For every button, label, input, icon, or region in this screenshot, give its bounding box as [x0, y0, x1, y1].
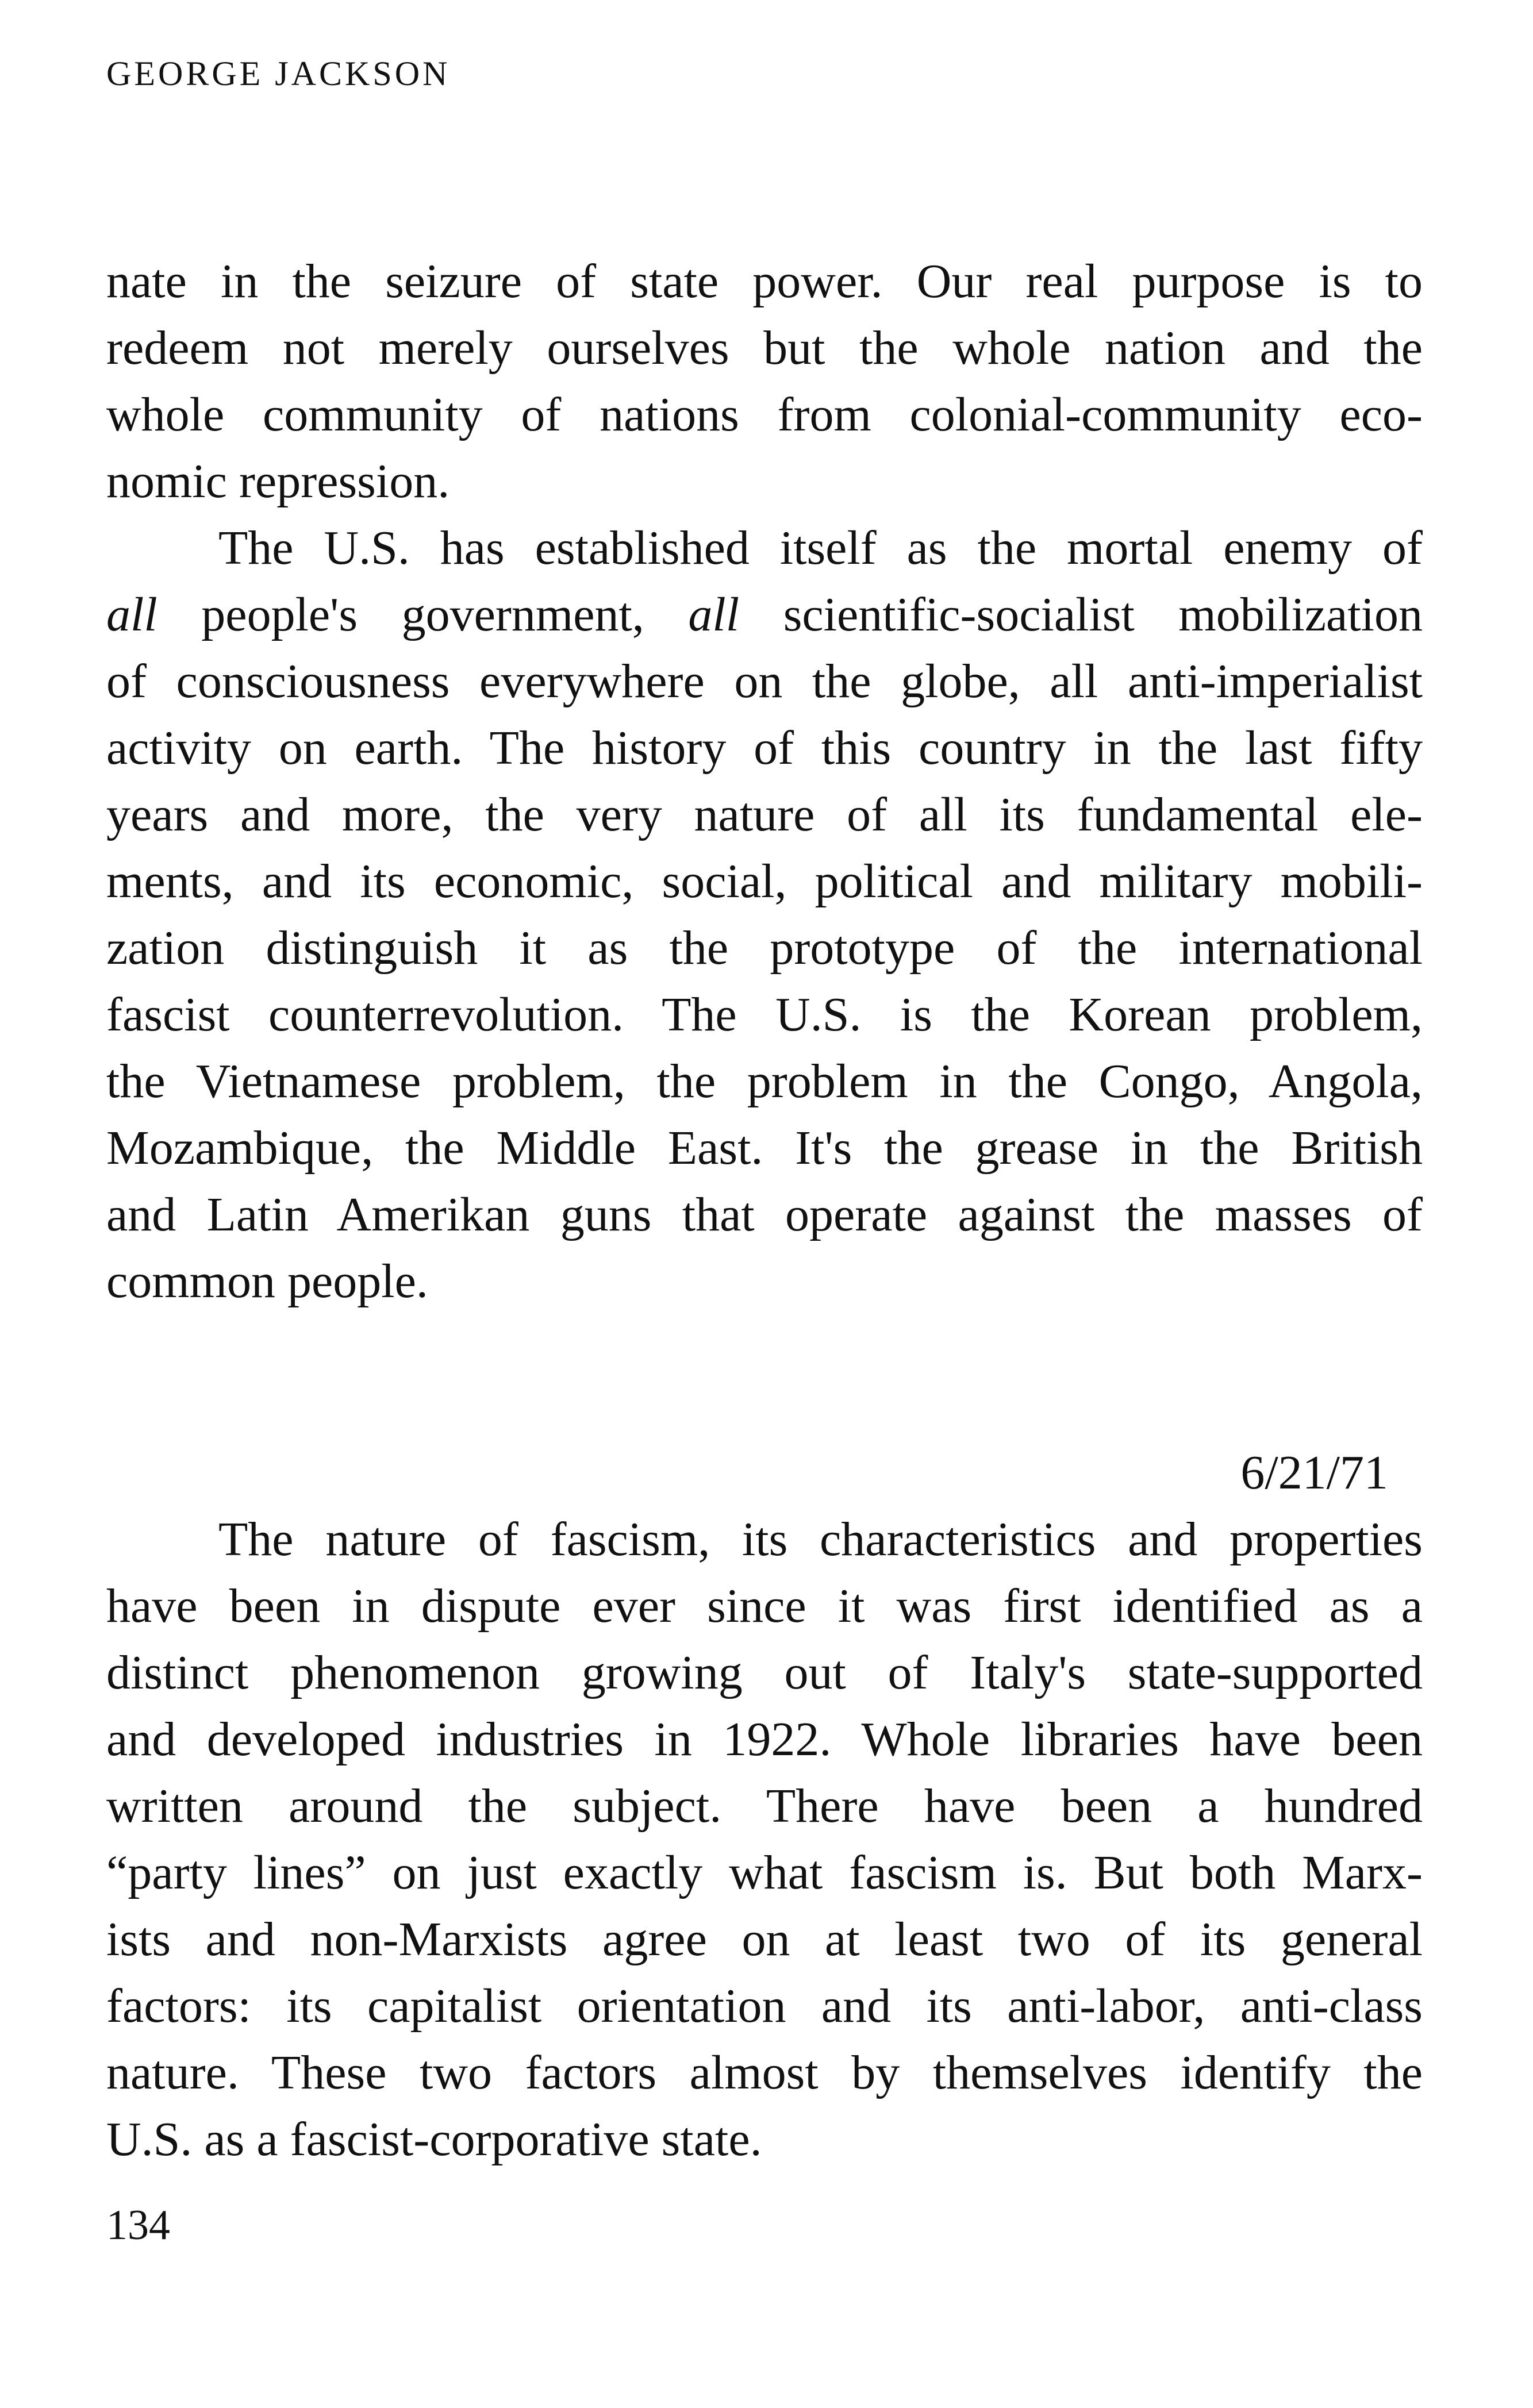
- text-line: and developed industries in 1922. Whole libraries have been: [106, 1713, 1423, 1766]
- text-line: nature. These two factors almost by themselves identify the: [106, 2046, 1423, 2099]
- text-line: the Vietnamese problem, the problem in the Congo, Angola,: [106, 1055, 1423, 1108]
- text-line: whole community of nations from colonial-community eco-: [106, 388, 1423, 441]
- body-text-block-2: [106, 1440, 1423, 2173]
- italic-emphasis: all: [688, 588, 740, 641]
- text-line: ists and non-Marxists agree on at least two of its general: [106, 1913, 1423, 1966]
- paragraph-start-line: The U.S. has established itself as the mortal enemy of: [218, 521, 1423, 575]
- text-line: activity on earth. The history of this country in the last fifty: [106, 721, 1423, 775]
- text-line: common people.: [106, 1255, 428, 1308]
- text-line: Mozambique, the Middle East. It's the grease in the British: [106, 1121, 1423, 1175]
- text-line: and Latin Amerikan guns that operate against the masses of: [106, 1188, 1423, 1241]
- running-head: GEORGE JACKSON: [106, 55, 451, 93]
- text-line: years and more, the very nature of all its fundamental ele-: [106, 788, 1423, 841]
- text-line: distinct phenomenon growing out of Italy's state-supported: [106, 1646, 1423, 1699]
- text-line: fascist counterrevolution. The U.S. is the Korean problem,: [106, 988, 1423, 1041]
- text-line: of consciousness everywhere on the globe, all anti-imperialist: [106, 655, 1423, 708]
- page-number: 134: [106, 2202, 170, 2249]
- text-segment: scientific-socialist mobilization: [783, 588, 1423, 641]
- text-line: redeem not merely ourselves but the whole nation and the: [106, 321, 1423, 375]
- text-line: ments, and its economic, social, political and military mobili-: [106, 855, 1423, 908]
- text-line: written around the subject. There have been a hundred: [106, 1779, 1423, 1833]
- italic-emphasis: all: [106, 588, 157, 641]
- text-line-with-italics: [106, 582, 1423, 648]
- text-line: zation distinguish it as the prototype of the international: [106, 921, 1423, 975]
- text-line: U.S. as a fascist-corporative state.: [106, 2113, 762, 2166]
- text-line: factors: its capitalist orientation and its anti-labor, anti-class: [106, 1979, 1423, 2033]
- text-line: nomic repression.: [106, 455, 450, 508]
- text-line: have been in dispute ever since it was first identified as a: [106, 1579, 1423, 1633]
- paragraph-start-line: The nature of fascism, its characteristics and properties: [218, 1513, 1423, 1566]
- text-line: “party lines” on just exactly what fascism is. But both Marx-: [106, 1846, 1423, 1899]
- entry-date: 6/21/71: [1240, 1446, 1388, 1499]
- text-line: nate in the seizure of state power. Our real purpose is to: [106, 255, 1423, 308]
- body-text-block-1: [106, 248, 1423, 1315]
- text-segment: people's government,: [201, 588, 644, 641]
